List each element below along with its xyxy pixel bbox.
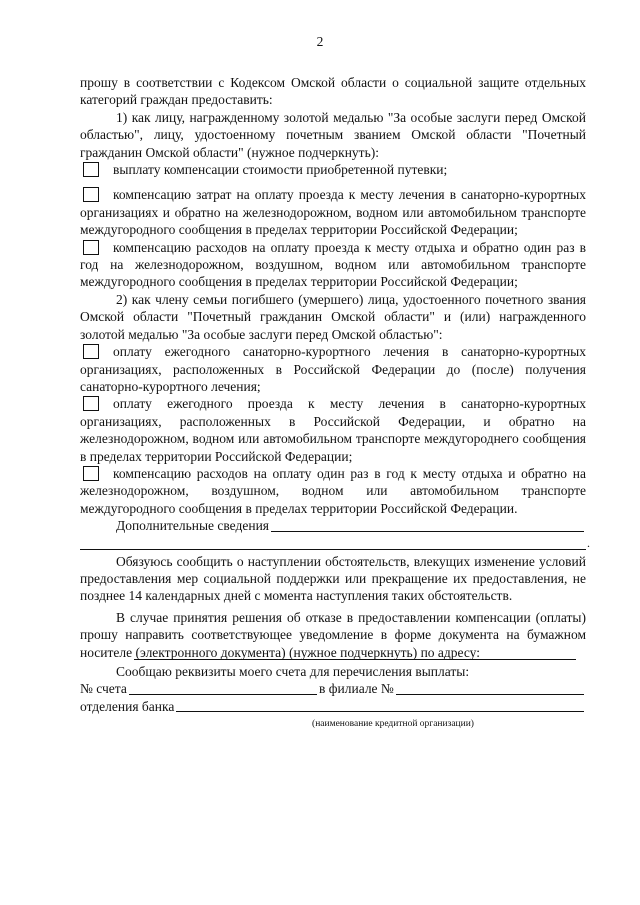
section2-option-1 bbox=[80, 343, 586, 395]
account-row bbox=[80, 680, 586, 697]
additional-info-row bbox=[80, 517, 586, 534]
checkbox[interactable] bbox=[83, 187, 99, 202]
section1-option-2 bbox=[80, 186, 586, 238]
section1-option-1 bbox=[80, 161, 586, 178]
option-text: компенсацию расходов на оплату проезда к месту отдыха и обратно один раз в год на железнодорожном, воздушном, водном или автомобильном транспорте междугородного сообщения в пределах территории Российской Федерации; bbox=[80, 239, 586, 290]
section1-option-3 bbox=[80, 239, 586, 291]
section2-heading: 2) как члену семьи погибшего (умершего) лица, удостоенного почетного звания Омской области "Почетный гражданин Омской области" и (или) награжденного золотой медалью "За особые заслуги перед Омской областью": bbox=[80, 291, 586, 342]
additional-info-label: Дополнительные сведения bbox=[116, 518, 270, 534]
branch-label: в филиале № bbox=[319, 681, 394, 697]
option-text: компенсацию расходов на оплату один раз в год к месту отдыха и обратно на железнодорожном, воздушном, водном или автомобильном транспорте междугородного сообщения в пределах территории Российской Федерации. bbox=[80, 465, 586, 516]
checkbox[interactable] bbox=[83, 344, 99, 359]
option-text: оплату ежегодного проезда к месту лечения в санаторно-курортных организациях, расположенных в Российской Федерации, и обратно на железнодорожном, водном или автомобильном транспорте междугороднего сообщения в пределах территории Российской Федерации; bbox=[80, 396, 586, 464]
obligation-paragraph: Обязуюсь сообщить о наступлении обстоятельств, влекущих изменение условий предоставления мер социальной поддержки или прекращение их предоставления, не позднее 14 календарных дней с момента наступления таких обстоятельств. bbox=[80, 553, 586, 604]
section2-option-2 bbox=[80, 395, 586, 465]
additional-info-field[interactable] bbox=[271, 518, 584, 532]
refusal-notice-paragraph: В случае принятия решения об отказе в предоставлении компенсации (оплаты) прошу направить соответствующее уведомление в форме документа на бумажном носителе (электронного документа) (нужное подчеркнуть) по адресу: bbox=[80, 609, 586, 660]
bank-caption: (наименование кредитной организации) bbox=[312, 719, 474, 730]
checkbox[interactable] bbox=[83, 396, 99, 411]
account-number-field[interactable] bbox=[129, 681, 317, 695]
additional-info-field-line2[interactable]: . bbox=[80, 535, 586, 550]
bank-branch-label: отделения банка bbox=[80, 698, 175, 714]
bank-branch-row bbox=[80, 698, 586, 715]
page-number: 2 bbox=[316, 34, 324, 49]
section2-option-3 bbox=[80, 465, 586, 517]
branch-number-field[interactable] bbox=[396, 681, 584, 695]
section1-heading: 1) как лицу, награжденному золотой медалью "За особые заслуги перед Омской областью", лицу, удостоенному почетным званием Омской области "Почетный гражданин Омской области" (нужное подчеркнуть): bbox=[80, 109, 586, 160]
checkbox[interactable] bbox=[83, 240, 99, 255]
bank-intro: Сообщаю реквизиты моего счета для перечисления выплаты: bbox=[116, 664, 470, 679]
checkbox[interactable] bbox=[83, 466, 99, 481]
account-label: № счета bbox=[80, 681, 127, 697]
bank-name-field[interactable] bbox=[176, 698, 584, 712]
address-field[interactable] bbox=[134, 645, 576, 660]
option-text: выплату компенсации стоимости приобретенной путевки; bbox=[113, 162, 448, 178]
intro-paragraph: прошу в соответствии с Кодексом Омской области о социальной защите отдельных категорий граждан предоставить: bbox=[80, 75, 586, 108]
option-text: компенсацию затрат на оплату проезда к месту лечения в санаторно-курортных организациях и обратно на железнодорожном, водном или автомобильном транспорте междугородного сообщения в пределах территории Российской Федерации; bbox=[80, 187, 586, 238]
option-text: оплату ежегодного санаторно-курортного лечения в санаторно-курортных организациях, расположенных в Российской Федерации до (после) получения санаторно-курортного лечения; bbox=[80, 344, 586, 394]
checkbox[interactable] bbox=[83, 162, 99, 177]
document-body bbox=[80, 74, 590, 734]
